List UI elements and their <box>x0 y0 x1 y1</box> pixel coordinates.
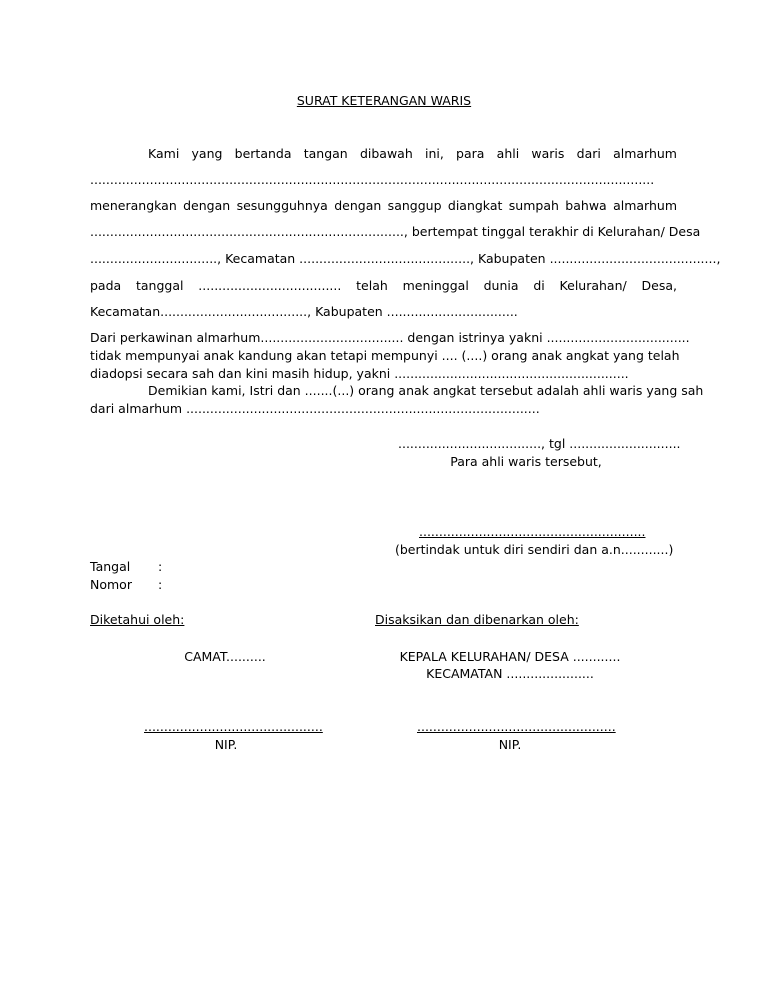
body-line-5: ................................, Kecamatan ..........................................., Kabupaten .........................................., <box>90 251 721 266</box>
camat-signature-line: ............................................. <box>144 719 323 734</box>
body-line-11: Demikian kami, Istri dan .......(...) orang anak angkat tersebut adalah ahli waris yang sah <box>148 383 704 398</box>
body-line-12: dari almarhum ......................................................................................... <box>90 401 540 416</box>
place-date: ...................................., tgl ............................ <box>398 436 681 451</box>
camat-nip: NIP. <box>214 737 238 752</box>
body-line-3: menerangkan dengan sesungguhnya dengan sanggup diangkat sumpah bahwa almarhum <box>90 198 677 213</box>
number-colon: : <box>158 577 163 592</box>
kepala-desa-signature-line: .................................................. <box>417 719 616 734</box>
camat-role: CAMAT.......... <box>184 649 266 664</box>
body-line-7: Kecamatan....................................., Kabupaten ................................. <box>90 304 518 319</box>
body-line-1: Kami yang bertanda tangan dibawah ini, para ahli waris dari almarhum <box>148 146 677 161</box>
known-by-header: Diketahui oleh: <box>90 612 185 627</box>
number-label: Nomor <box>90 577 132 592</box>
date-colon: : <box>158 559 163 574</box>
body-line-4: ..............................................................................., bertempat tinggal terakhir di Kelurahan/ Desa <box>90 224 701 239</box>
body-line-6: pada tanggal .................................... telah meninggal dunia di Kelurahan/ Desa, <box>90 278 677 293</box>
document-title: SURAT KETERANGAN WARIS <box>296 93 472 108</box>
kecamatan-role: KECAMATAN ...................... <box>426 666 594 681</box>
heirs-signature-line: ......................................................... <box>419 524 646 539</box>
heirs-signature-note: (bertindak untuk diri sendiri dan a.n............) <box>395 542 674 557</box>
heirs-label: Para ahli waris tersebut, <box>450 454 602 469</box>
kepala-desa-nip: NIP. <box>498 737 522 752</box>
date-label: Tangal <box>90 559 131 574</box>
body-line-2: .............................................................................................................................................. <box>90 172 655 187</box>
body-line-8: Dari perkawinan almarhum.................................... dengan istrinya yakni .................................... <box>90 330 690 345</box>
body-line-9: tidak mempunyai anak kandung akan tetapi mempunyi .... (....) orang anak angkat yang telah <box>90 348 680 363</box>
witnessed-by-header: Disaksikan dan dibenarkan oleh: <box>375 612 579 627</box>
kepala-desa-role: KEPALA KELURAHAN/ DESA ............ <box>399 649 621 664</box>
body-line-10: diadopsi secara sah dan kini masih hidup, yakni ........................................................... <box>90 366 629 381</box>
